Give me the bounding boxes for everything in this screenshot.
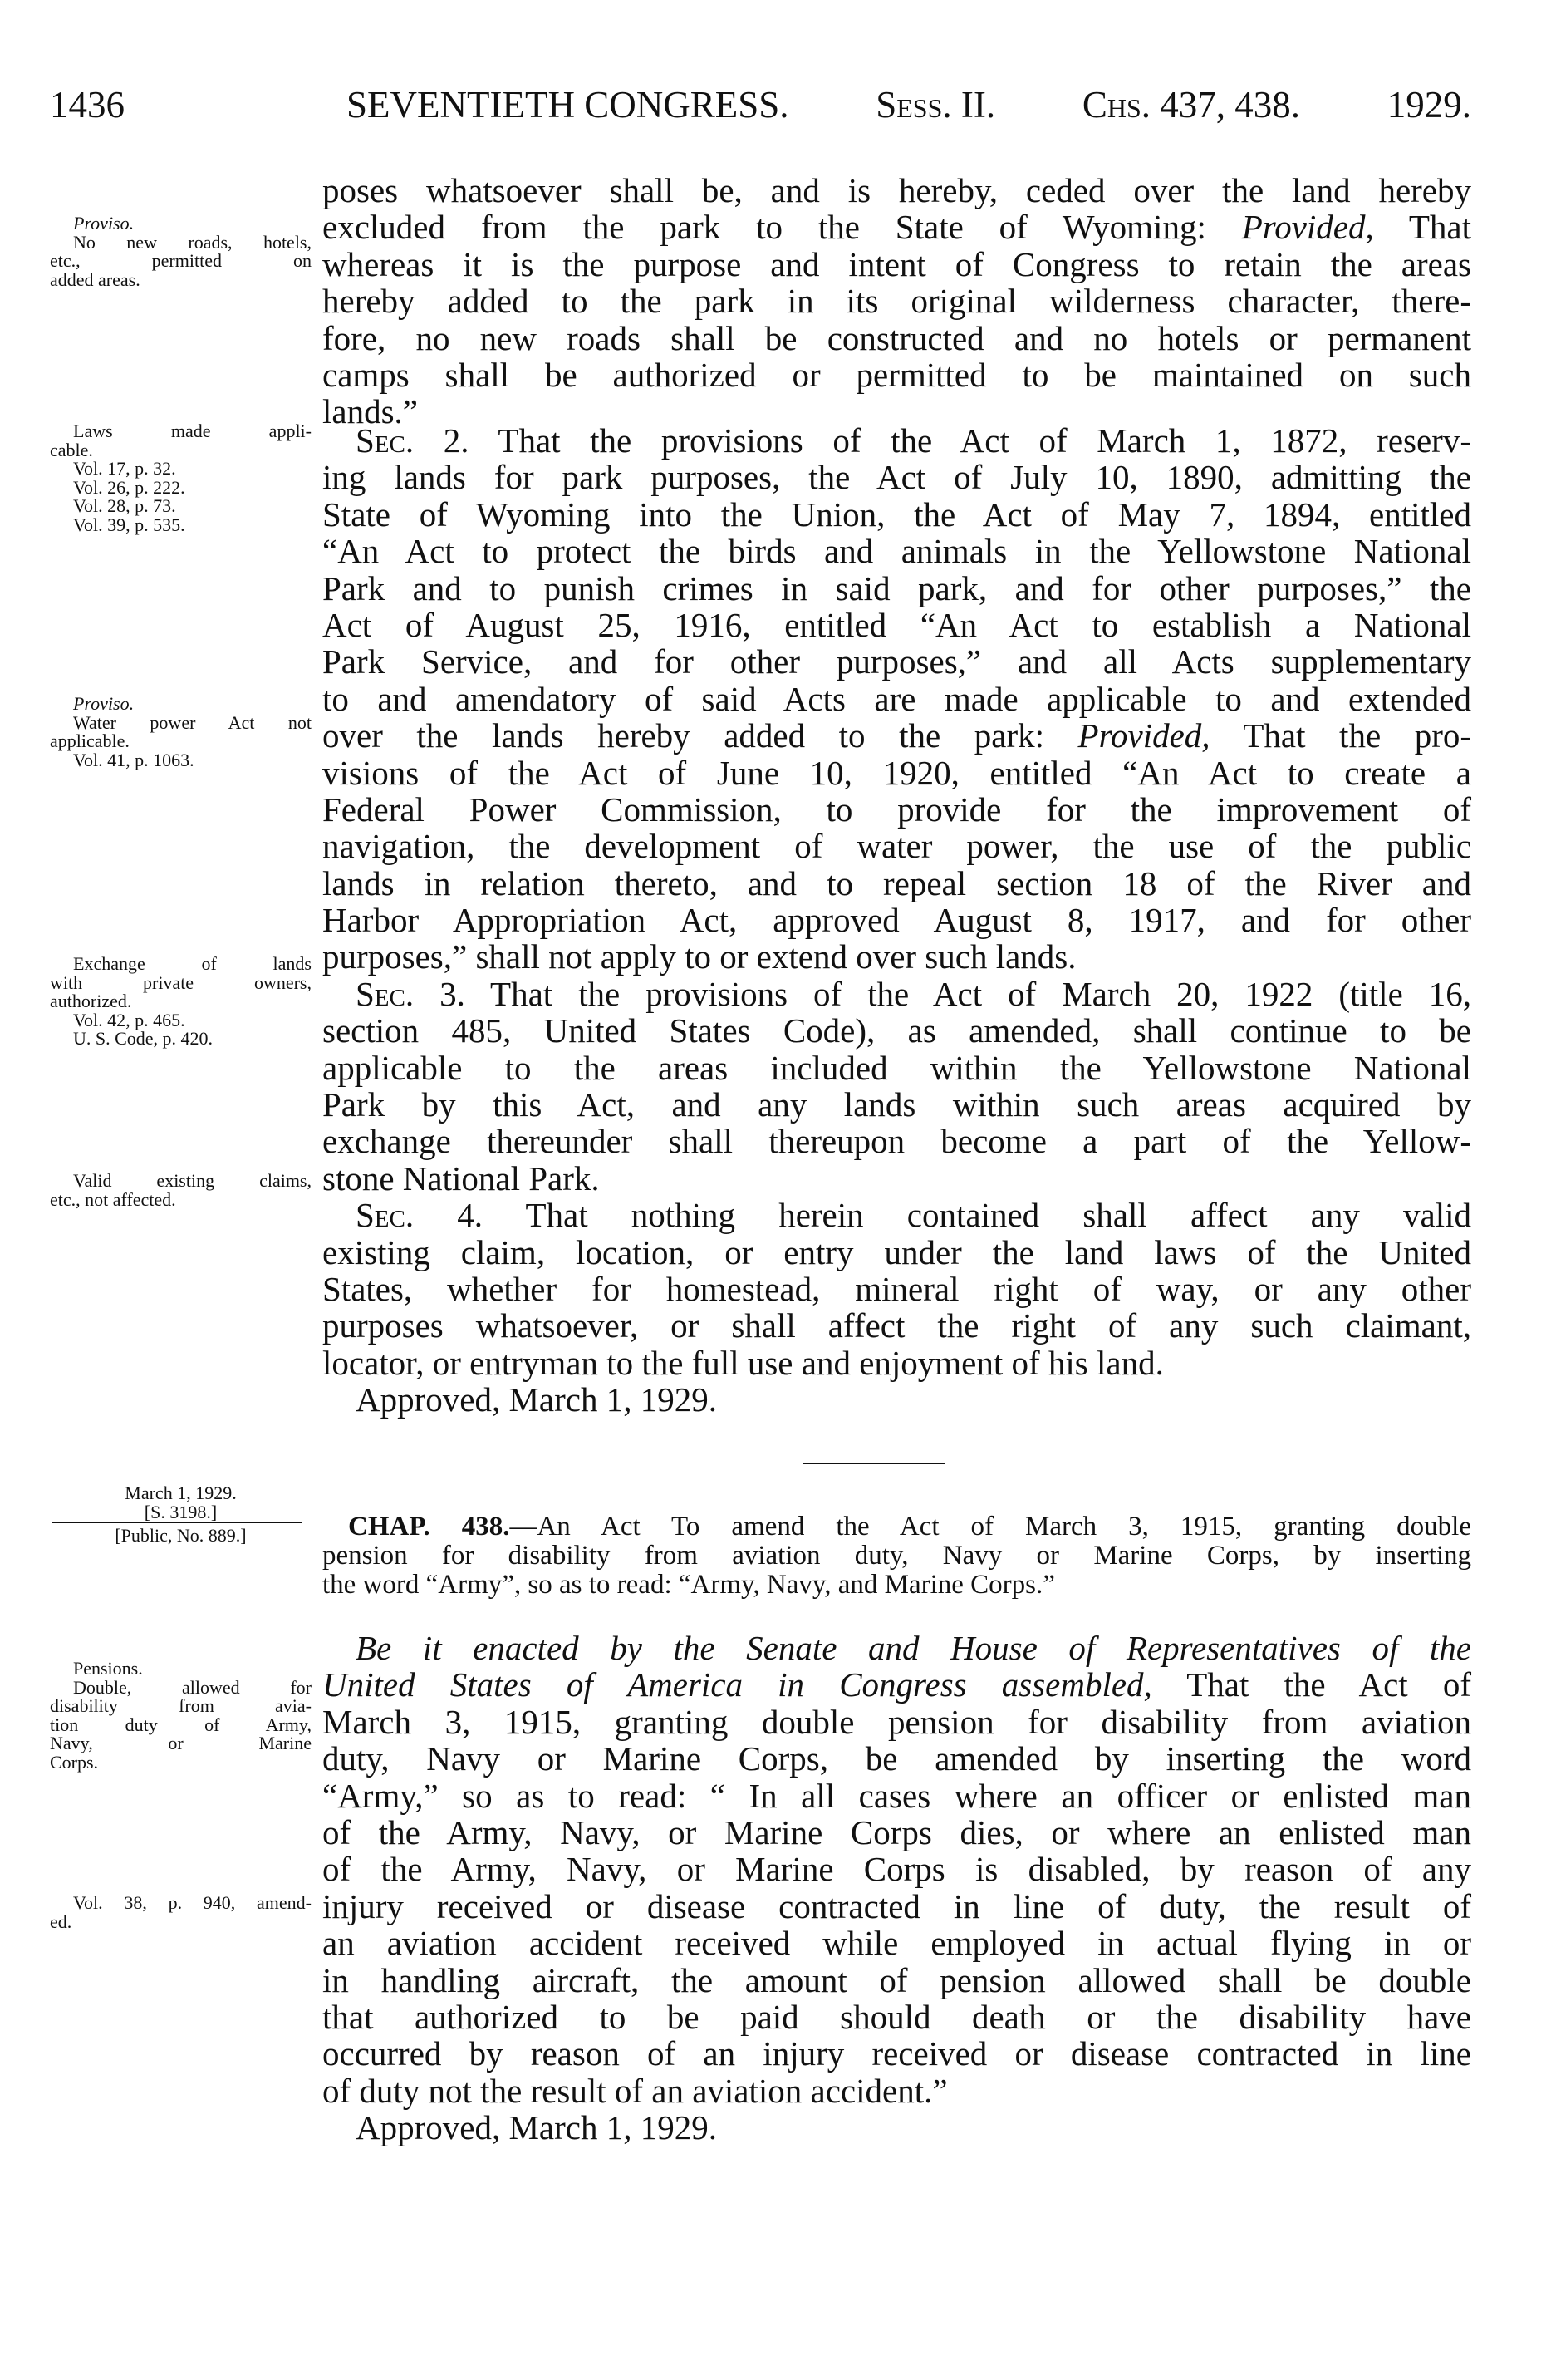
text-line: [322, 320, 1471, 357]
text-line: [322, 533, 1471, 569]
text-segment: Vol. 26, p. 222.: [73, 476, 185, 498]
text-line: [322, 1999, 1471, 2035]
text-line: [50, 1753, 312, 1773]
header-congress: SEVENTIETH CONGRESS.: [346, 84, 789, 125]
text-line: [322, 172, 1471, 209]
text-segment: That: [1373, 208, 1471, 247]
text-line: [322, 1778, 1471, 1814]
text-segment: exchange thereunder shall thereupon become a part of the Yellow-: [322, 1122, 1471, 1161]
text-segment: lands.”: [322, 392, 418, 431]
text-segment: States, whether for homestead, mineral right of way, or any other: [322, 1269, 1471, 1308]
text-line: [322, 1160, 1471, 1197]
margin-note-pensions: [50, 1660, 312, 1772]
text-line: [50, 441, 312, 460]
text-line: [50, 214, 312, 234]
text-segment: Navy, or Marine: [50, 1733, 312, 1753]
text-line: [50, 1676, 312, 1698]
text-segment: that authorized to be paid should death or the disability have: [322, 1997, 1471, 2036]
text-segment: 2. That the provisions of the Act of March 1, 1872, reserv-: [414, 421, 1471, 460]
text-segment: disability from avia-: [50, 1695, 312, 1716]
text-line: [322, 1851, 1471, 1887]
text-line: [50, 1188, 312, 1210]
text-segment: poses whatsoever shall be, and is hereby, ceded over the land hereby: [322, 171, 1471, 209]
text-line: [50, 1716, 312, 1735]
text-segment: occurred by reason of an injury received or disease contracted in line: [322, 2034, 1471, 2073]
text-segment: Exchange of lands: [73, 953, 312, 974]
text-line: [322, 459, 1471, 495]
text-line: [322, 357, 1471, 393]
text-segment: injury received or disease contracted in line of duty, the result of: [322, 1886, 1471, 1925]
italic-text: United States of America in Congress assembled,: [322, 1665, 1152, 1704]
text-segment: —An Act To amend the Act of March 3, 1915, granting double: [509, 1512, 1471, 1542]
text-line: [322, 607, 1471, 643]
margin-note-valid-claims: [50, 1172, 312, 1209]
text-line: [322, 755, 1471, 791]
text-segment: etc., not affected.: [50, 1188, 176, 1210]
chapter-438-body: [322, 1630, 1471, 2146]
text-segment: U. S. Code, p. 420.: [73, 1028, 214, 1049]
text-segment: Vol. 28, p. 73.: [73, 495, 176, 516]
text-line: [50, 516, 312, 535]
text-segment: in handling aircraft, the amount of pension allowed shall be double: [322, 1960, 1471, 1999]
text-line: [50, 695, 312, 714]
text-line: [50, 460, 312, 479]
text-segment: March 3, 1915, granting double pension for disability from aviation: [322, 1702, 1471, 1741]
text-segment: Pensions.: [73, 1658, 143, 1679]
text-segment: Approved, March 1, 1929.: [356, 2108, 717, 2147]
text-segment: navigation, the development of water power, the use of the public: [322, 827, 1471, 866]
text-segment: hereby added to the park in its original wilderness character, there-: [322, 282, 1471, 321]
text-segment: locator, or entryman to the full use and enjoyment of his land.: [322, 1343, 1164, 1382]
text-segment: authorized.: [50, 991, 132, 1011]
text-segment: Water power Act not: [73, 711, 312, 733]
text-line: [322, 1086, 1471, 1123]
text-segment: of duty not the result of an aviation accident.”: [322, 2071, 948, 2110]
running-header: [346, 83, 1471, 126]
text-line: [50, 1011, 312, 1030]
text-segment: cable.: [50, 439, 93, 460]
text-segment: Approved, March 1, 1929.: [356, 1380, 717, 1419]
text-segment: Valid existing claims,: [73, 1170, 312, 1191]
section-label: Sec.: [356, 421, 415, 460]
italic-text: Provided,: [1241, 208, 1374, 247]
text-segment: over the lands hereby added to the park:: [322, 716, 1078, 755]
text-line: [50, 1910, 312, 1932]
text-line: [50, 971, 312, 993]
header-session: Sess. II.: [876, 84, 996, 125]
text-segment: 4. That nothing herein contained shall affect any valid: [414, 1196, 1471, 1235]
text-segment: camps shall be authorized or permitted to be maintained on such: [322, 355, 1471, 394]
italic-text: Proviso.: [73, 693, 135, 714]
margin-note-exchange-lands: [50, 955, 312, 1049]
italic-text: Be it enacted by the Senate and House of Representatives of the: [356, 1629, 1471, 1667]
text-line: [322, 283, 1471, 319]
page-number: 1436: [50, 84, 125, 125]
text-line: [322, 1925, 1471, 1961]
text-segment: of the Army, Navy, or Marine Corps dies, or where an enlisted man: [322, 1812, 1471, 1851]
text-segment: visions of the Act of June 10, 1920, entitled “An Act to create a: [322, 753, 1471, 792]
text-segment: pension for disability from aviation duty, Navy or Marine Corps, by inserting: [322, 1541, 1471, 1571]
text-segment: Vol. 39, p. 535.: [73, 514, 185, 535]
text-segment: existing claim, location, or entry under the land laws of the United: [322, 1232, 1471, 1271]
italic-text: Proviso.: [73, 213, 135, 234]
text-line: [322, 1012, 1471, 1049]
text-line: [322, 1234, 1471, 1271]
text-line: [322, 1123, 1471, 1159]
bold-text: CHAP. 438.: [348, 1512, 510, 1542]
text-line: [322, 717, 1471, 754]
text-segment: Double, allowed for: [73, 1676, 312, 1698]
text-line: [50, 1697, 312, 1716]
text-line: [322, 1050, 1471, 1086]
text-segment: 3. That the provisions of the Act of March 20, 1922 (title 16,: [414, 974, 1471, 1013]
text-segment: Vol. 41, p. 1063.: [73, 749, 194, 770]
text-segment: State of Wyoming into the Union, the Act of May 7, 1894, entitled: [322, 494, 1471, 534]
bill-info-rule: [52, 1522, 302, 1523]
text-line: [50, 1894, 312, 1913]
text-line: [322, 1345, 1471, 1381]
text-line: [50, 252, 312, 271]
text-line: [322, 976, 1471, 1012]
text-line: [322, 938, 1471, 975]
text-line: [322, 1666, 1471, 1703]
text-line: [50, 955, 312, 974]
text-line: [322, 422, 1471, 459]
text-segment: excluded from the park to the State of Wyoming:: [322, 208, 1242, 247]
chapter-438-title: [322, 1512, 1471, 1600]
text-segment: Corps.: [50, 1751, 99, 1773]
text-line: [50, 231, 312, 253]
text-line: [322, 1888, 1471, 1925]
text-segment: lands in relation thereto, and to repeal section 18 of the River and: [322, 863, 1471, 902]
text-segment: “An Act to protect the birds and animals in the Yellowstone National: [322, 532, 1471, 571]
text-segment: That the Act of: [1151, 1665, 1471, 1704]
text-line: [322, 1814, 1471, 1851]
text-segment: etc., permitted on: [50, 250, 312, 271]
text-segment: Park Service, and for other purposes,” and all Acts supplementary: [322, 642, 1471, 681]
text-segment: duty, Navy or Marine Corps, be amended by inserting the word: [322, 1739, 1471, 1778]
text-line: [322, 496, 1471, 533]
text-line: [322, 246, 1471, 283]
text-line: [322, 570, 1471, 607]
text-line: [50, 1030, 312, 1049]
margin-note-proviso-water-power: [50, 695, 312, 770]
text-segment: Park and to punish crimes in said park, and for other purposes,” the: [322, 568, 1471, 607]
text-line: [50, 268, 312, 290]
italic-text: Provided,: [1077, 716, 1210, 755]
text-line: [322, 1307, 1471, 1344]
header-year: 1929.: [1387, 84, 1471, 125]
text-segment: Vol. 42, p. 465.: [73, 1009, 185, 1030]
text-line: [322, 1630, 1471, 1666]
text-segment: section 485, United States Code), as amended, shall continue to be: [322, 1011, 1471, 1050]
text-line: [50, 497, 312, 516]
text-line: [322, 643, 1471, 680]
text-segment: stone National Park.: [322, 1158, 600, 1197]
text-line: [322, 2073, 1471, 2109]
text-line: [322, 1381, 1471, 1418]
text-segment: an aviation accident received while employed in actual flying in or: [322, 1924, 1471, 1963]
text-segment: Federal Power Commission, to provide for the improvement of: [322, 789, 1471, 829]
margin-note-bill-info: [50, 1484, 312, 1546]
text-line: [322, 1512, 1471, 1542]
text-line: [322, 865, 1471, 902]
section-label: Sec.: [356, 1196, 415, 1235]
chapter-divider: [803, 1463, 945, 1464]
text-line: [50, 711, 312, 733]
text-segment: the word “Army”, so as to read: “Army, Navy, and Marine Corps.”: [322, 1570, 1055, 1600]
text-segment: with private owners,: [50, 971, 312, 993]
text-line: [322, 2035, 1471, 2072]
text-line: [322, 1271, 1471, 1307]
section-label: Sec.: [356, 974, 415, 1013]
text-segment: fore, no new roads shall be constructed and no hotels or permanent: [322, 318, 1471, 357]
text-segment: applicable to the areas included within the Yellowstone National: [322, 1048, 1471, 1087]
text-line: [322, 1962, 1471, 1999]
text-line: [322, 828, 1471, 864]
text-segment: March 1, 1929.: [125, 1483, 237, 1503]
text-line: [50, 751, 312, 770]
text-line: [322, 1197, 1471, 1233]
text-segment: applicable.: [50, 730, 130, 751]
text-line: [50, 422, 312, 441]
text-segment: Park by this Act, and any lands within such areas acquired by: [322, 1085, 1471, 1124]
text-segment: [S. 3198.]: [144, 1501, 218, 1522]
text-segment: Harbor Appropriation Act, approved August 8, 1917, and for other: [322, 901, 1471, 940]
margin-note-proviso-roads: [50, 214, 312, 289]
text-segment: Laws made appli-: [73, 420, 312, 441]
text-line: [50, 476, 312, 498]
text-segment: Vol. 17, p. 32.: [73, 458, 176, 479]
text-line: [50, 1503, 312, 1522]
text-line: [50, 1734, 312, 1753]
text-segment: purposes,” shall not apply to or extend over such lands.: [322, 937, 1077, 976]
text-segment: purposes whatsoever, or shall affect the right of any such claimant,: [322, 1306, 1471, 1345]
text-line: [322, 2109, 1471, 2146]
text-line: [322, 1542, 1471, 1571]
text-segment: [Public, No. 889.]: [115, 1525, 247, 1546]
text-line: [322, 1740, 1471, 1777]
margin-note-vol-38: [50, 1894, 312, 1931]
text-line: [50, 992, 312, 1011]
text-segment: added areas.: [50, 268, 140, 290]
sections-2-4: [322, 422, 1471, 1419]
text-segment: ing lands for park purposes, the Act of July 10, 1890, admitting the: [322, 458, 1471, 497]
margin-note-laws-applicable: [50, 422, 312, 534]
text-line: [322, 209, 1471, 245]
text-line: [50, 1527, 312, 1546]
text-line: [322, 681, 1471, 717]
text-line: [322, 791, 1471, 828]
header-chapters: Chs. 437, 438.: [1082, 84, 1301, 125]
text-line: [50, 732, 312, 751]
text-segment: of the Army, Navy, or Marine Corps is disabled, by reason of any: [322, 1850, 1471, 1889]
text-segment: Act of August 25, 1916, entitled “An Act to establish a National: [322, 605, 1471, 644]
section-1-conclusion: [322, 172, 1471, 430]
text-segment: ed.: [50, 1910, 72, 1932]
text-segment: No new roads, hotels,: [73, 231, 312, 253]
text-segment: to and amendatory of said Acts are made applicable to and extended: [322, 679, 1471, 718]
text-segment: whereas it is the purpose and intent of Congress to retain the areas: [322, 244, 1471, 283]
text-line: [50, 1484, 312, 1503]
text-segment: That the pro-: [1210, 716, 1471, 755]
text-line: [322, 902, 1471, 938]
text-segment: tion duty of Army,: [50, 1714, 312, 1735]
text-line: [50, 1660, 312, 1679]
text-segment: Vol. 38, p. 940, amend-: [73, 1892, 312, 1913]
text-line: [50, 1172, 312, 1191]
text-line: [322, 1704, 1471, 1740]
text-segment: “Army,” so as to read: “ In all cases where an officer or enlisted man: [322, 1776, 1471, 1815]
text-line: [322, 1571, 1471, 1600]
